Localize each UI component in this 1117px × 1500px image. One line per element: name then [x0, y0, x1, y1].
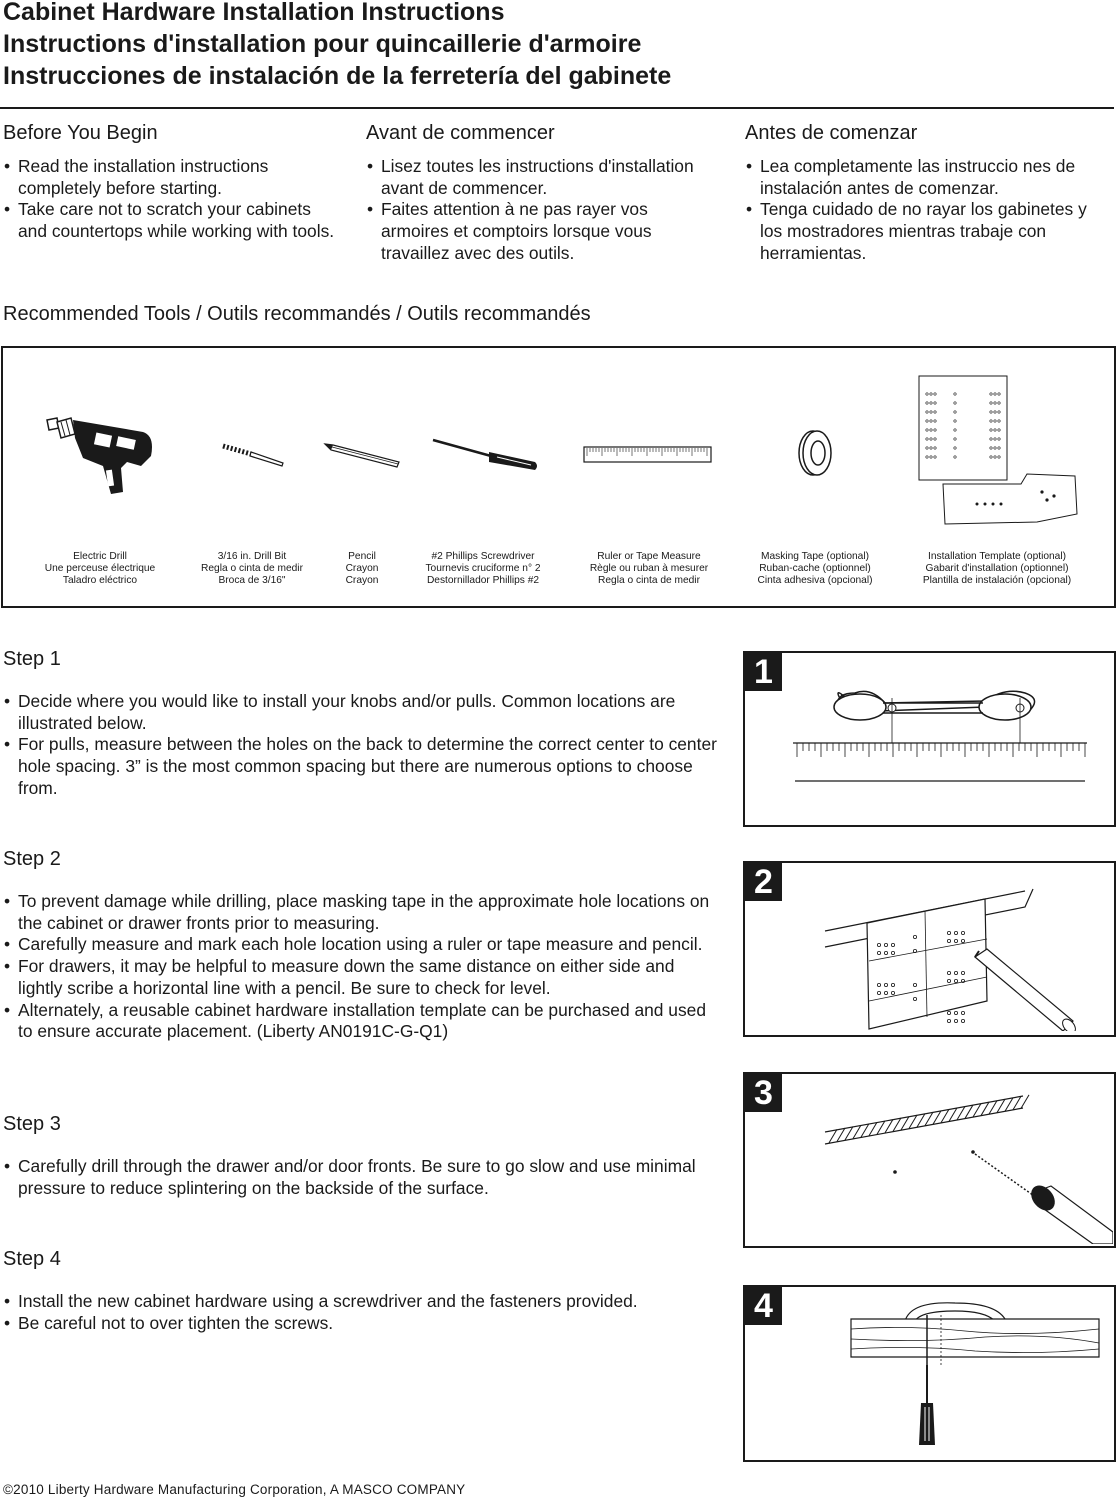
title-spanish: Instrucciones de instalación de la ferretería del gabinete [3, 62, 672, 90]
list-item: • Lisez toutes les instructions d'installation avant de commencer. [366, 156, 711, 199]
before-list [366, 156, 711, 265]
step-2-illustration [743, 861, 1116, 1037]
list-item: • To prevent damage while drilling, place masking tape in the approximate hole locations on the cabinet or drawer fronts prior to measuring. [3, 891, 723, 934]
step-2-section [3, 847, 723, 1043]
screwdriver-installing-pull-icon [845, 1295, 1105, 1455]
step-heading: Step 1 [3, 648, 61, 670]
step-number-badge: 4 [745, 1287, 782, 1325]
list-item: • Faites attention à ne pas rayer vos armoires et comptoirs lorsque vous travaillez avec des outils. [366, 199, 711, 264]
list-item: • Carefully measure and mark each hole location using a ruler or tape measure and pencil. [3, 934, 723, 956]
step-heading: Step 3 [3, 1113, 61, 1135]
list-item: • Be careful not to over tighten the screws. [3, 1313, 723, 1335]
pull-and-ruler-icon [785, 683, 1105, 793]
step-number-badge: 3 [745, 1074, 782, 1112]
copyright-footer: ©2010 Liberty Hardware Manufacturing Corporation, A MASCO COMPANY [3, 1482, 466, 1497]
before-heading: Avant de commencer [366, 122, 555, 144]
electric-drill-icon [43, 408, 158, 498]
list-item: • Carefully drill through the drawer and/or door fronts. Be sure to go slow and use minimal pressure to reduce splintering on the backside of the surface. [3, 1156, 723, 1199]
list-item: • Lea completamente las instruccio nes de instalación antes de comenzar. [745, 156, 1110, 199]
tool-caption-template: Installation Template (optional) Gabarit d'installation (optionnel) Plantilla de instalación (opcional) [922, 551, 1072, 586]
title-english: Cabinet Hardware Installation Instructions [3, 0, 505, 26]
step-heading: Step 4 [3, 1248, 61, 1270]
step-1-section [3, 647, 723, 800]
list-item: • Decide where you would like to install your knobs and/or pulls. Common locations are illustrated below. [3, 691, 723, 734]
list-item: • Tenga cuidado de no rayar los gabinetes y los mostradores mientras trabaje con herramientas. [745, 199, 1110, 264]
tool-caption-masking-tape: Masking Tape (optional) Ruban-cache (optionnel) Cinta adhesiva (opcional) [757, 551, 873, 586]
before-list [745, 156, 1110, 265]
before-column-english [3, 121, 343, 243]
ruler-icon [583, 446, 713, 464]
installation-template-icon [917, 374, 1082, 534]
tool-caption-ruler: Ruler or Tape Measure Règle ou ruban à mesurer Regla o cinta de medir [589, 551, 709, 586]
list-item: • For drawers, it may be helpful to measure down the same distance on either side and lightly scribe a horizontal line with a pencil. Be sure to check for level. [3, 956, 723, 999]
tool-caption-pencil: Pencil Crayon Crayon [345, 551, 379, 586]
step-3-illustration [743, 1072, 1116, 1248]
step-list [3, 1291, 723, 1334]
screwdriver-icon [431, 436, 541, 474]
template-on-drawer-icon [805, 881, 1110, 1031]
before-heading: Before You Begin [3, 122, 158, 144]
list-item: • For pulls, measure between the holes on the back to determine the correct center to center hole spacing. 3” is the most common spacing but there are numerous options to choose from. [3, 734, 723, 799]
list-item: • Alternately, a reusable cabinet hardware installation template can be purchased and used to ensure accurate placement. (Liberty AN0191C-G-Q1) [3, 1000, 723, 1043]
before-column-spanish [745, 121, 1110, 265]
step-list [3, 891, 723, 1043]
list-item: • Take care not to scratch your cabinets and countertops while working with tools. [3, 199, 343, 242]
tool-caption-drill-bit: 3/16 in. Drill Bit Regla o cinta de medir Broca de 3/16" [201, 551, 303, 586]
masking-tape-icon [793, 428, 838, 478]
step-number-badge: 2 [745, 863, 782, 901]
drill-bit-icon [221, 442, 286, 468]
list-item: • Read the installation instructions completely before starting. [3, 156, 343, 199]
pencil-icon [323, 440, 403, 470]
before-list [3, 156, 343, 243]
tools-heading: Recommended Tools / Outils recommandés / Outils recommandés [3, 303, 591, 325]
list-item: • Install the new cabinet hardware using a screwdriver and the fasteners provided. [3, 1291, 723, 1313]
before-heading: Antes de comenzar [745, 122, 918, 144]
step-number-badge: 1 [745, 653, 782, 691]
title-french: Instructions d'installation pour quincaillerie d'armoire [3, 30, 642, 58]
before-column-french [366, 121, 711, 265]
step-1-illustration [743, 651, 1116, 827]
tool-caption-drill: Electric Drill Une perceuse électrique Taladro eléctrico [44, 551, 156, 586]
step-4-section [3, 1247, 723, 1334]
step-heading: Step 2 [3, 848, 61, 870]
drilling-icon [823, 1092, 1113, 1244]
title-divider [0, 107, 1114, 109]
step-list [3, 691, 723, 800]
step-list [3, 1156, 723, 1199]
step-3-section [3, 1112, 723, 1199]
tools-box [1, 346, 1116, 608]
step-4-illustration [743, 1285, 1116, 1462]
tool-caption-screwdriver: #2 Phillips Screwdriver Tournevis cruciforme n° 2 Destornillador Phillips #2 [425, 551, 541, 586]
